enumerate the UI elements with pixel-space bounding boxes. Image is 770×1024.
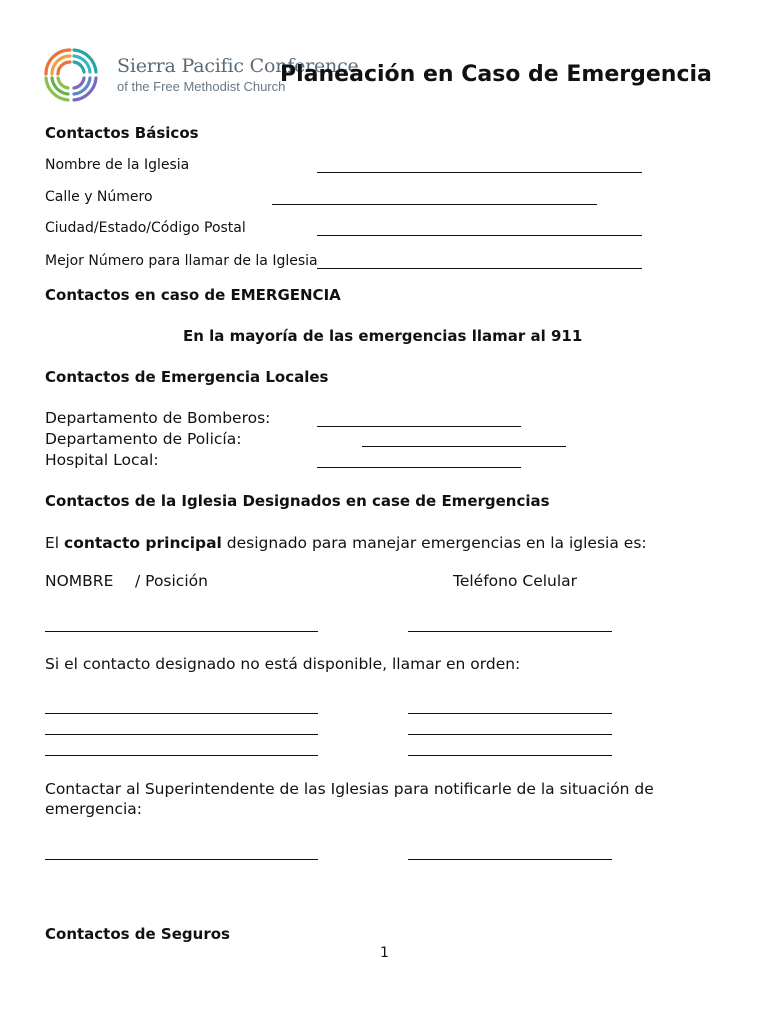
local-contacts-heading: Contactos de Emergencia Locales [45,368,329,386]
emergency-heading: Contactos en caso de EMERGENCIA [45,286,341,304]
city-state-zip-label: Ciudad/Estado/Código Postal [45,220,246,236]
street-label: Calle y Número [45,189,153,205]
church-name-line[interactable] [317,172,642,173]
fallback-phone-line-1[interactable] [408,713,612,714]
hospital-line[interactable] [317,467,521,468]
best-phone-label: Mejor Número para llamar de la Iglesia [45,253,318,269]
fallback-phone-line-2[interactable] [408,734,612,735]
fire-dept-line[interactable] [317,426,521,427]
fallback-name-line-3[interactable] [45,755,318,756]
church-contacts-heading: Contactos de la Iglesia Designados en case de Emergencias [45,492,550,510]
page-number: 1 [380,945,389,961]
org-name: Sierra Pacific Conference [117,55,359,77]
phone-column-label: Teléfono Celular [453,572,578,590]
insurance-heading: Contactos de Seguros [45,925,230,943]
primary-suffix: designado para manejar emergencias en la iglesia es: [221,534,647,552]
primary-contact-text [45,534,647,552]
position-column-label: / Posición [135,572,208,590]
primary-name-line[interactable] [45,631,318,632]
superintendent-name-line[interactable] [45,859,318,860]
superintendent-text-line1: Contactar al Superintendente de las Iglesias para notificarle de la situación de [45,780,654,798]
name-column-label: NOMBRE [45,572,114,590]
street-line[interactable] [272,204,597,205]
superintendent-phone-line[interactable] [408,859,612,860]
primary-bold: contacto principal [64,534,222,552]
church-name-label: Nombre de la Iglesia [45,157,190,173]
police-dept-label: Departamento de Policía: [45,430,242,448]
hospital-label: Hospital Local: [45,451,159,469]
primary-prefix: El [45,534,65,552]
fallback-name-line-1[interactable] [45,713,318,714]
fallback-text: Si el contacto designado no está disponible, llamar en orden: [45,655,521,673]
fallback-name-line-2[interactable] [45,734,318,735]
basic-contacts-heading: Contactos Básicos [45,124,199,142]
conference-logo-icon [40,44,100,106]
page-title: Planeación en Caso de Emergencia [280,62,712,87]
call-911-note: En la mayoría de las emergencias llamar al 911 [183,327,583,345]
police-dept-line[interactable] [362,446,566,447]
city-state-zip-line[interactable] [317,235,642,236]
superintendent-text-line2: emergencia: [45,800,143,818]
fallback-phone-line-3[interactable] [408,755,612,756]
best-phone-line[interactable] [317,268,642,269]
fire-dept-label: Departamento de Bomberos: [45,409,271,427]
primary-phone-line[interactable] [408,631,612,632]
org-subname: of the Free Methodist Church [117,79,286,94]
